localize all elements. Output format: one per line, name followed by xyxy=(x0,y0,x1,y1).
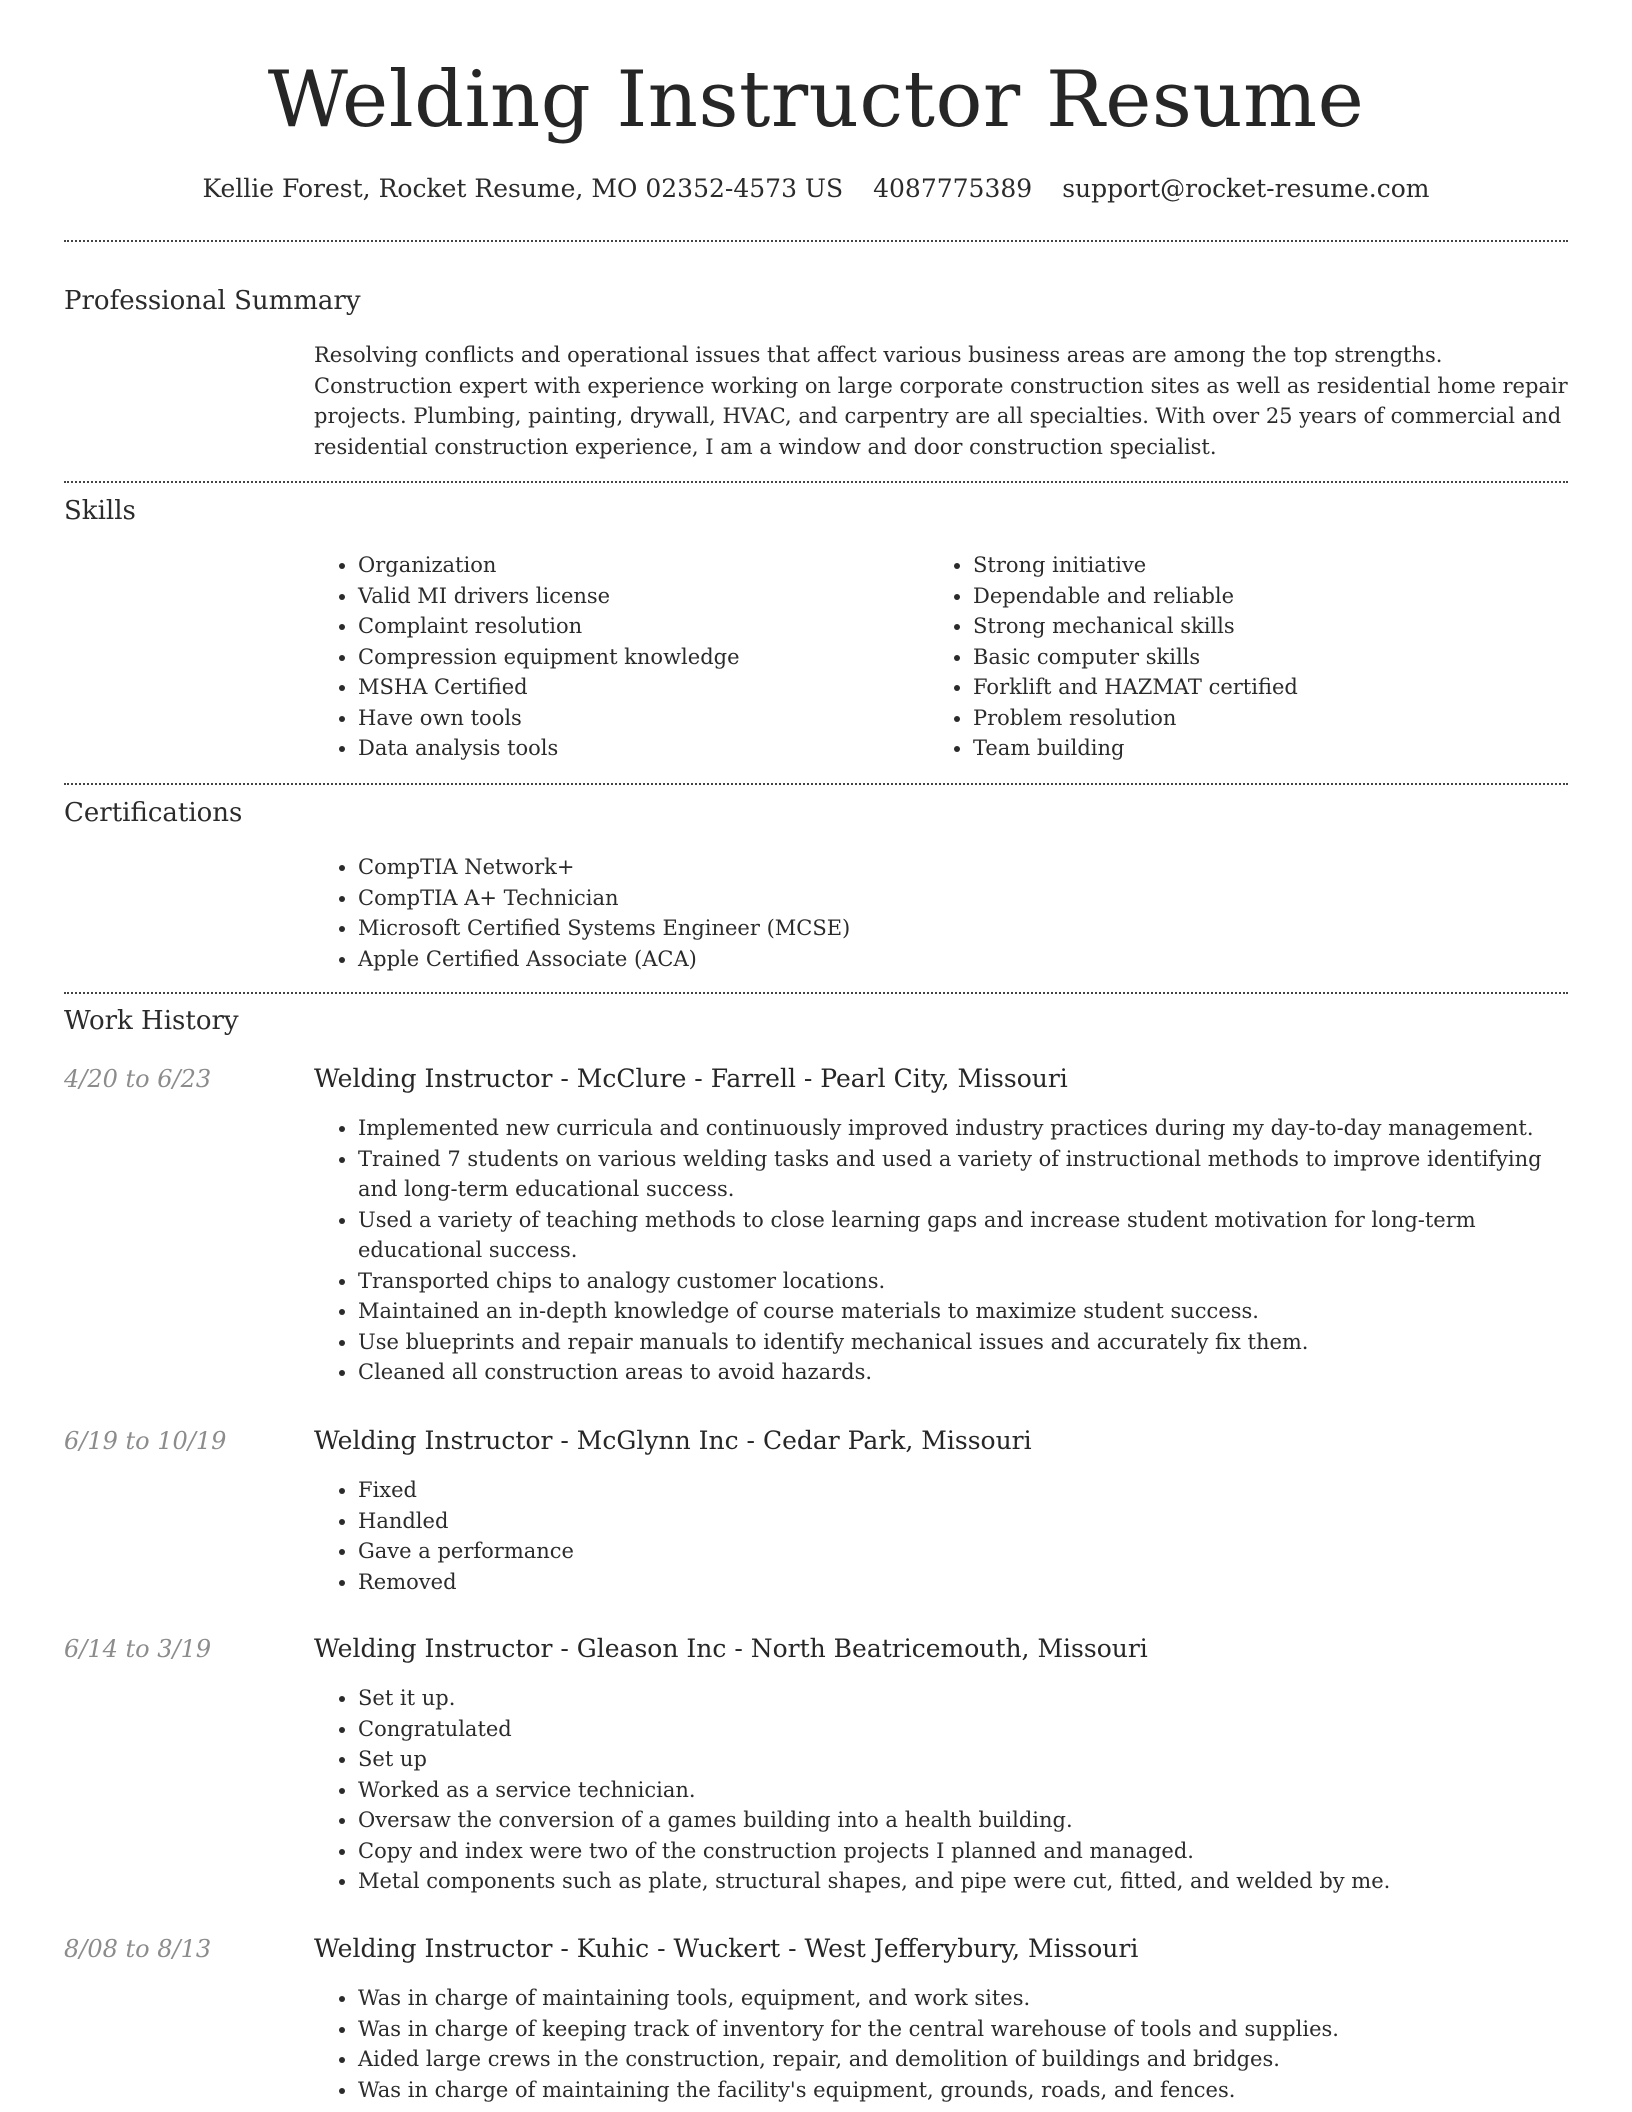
job-bullet: • Copy and index were two of the construction projects I planned and managed. xyxy=(358,1836,1572,1867)
job-bullet: • Set it up. xyxy=(358,1683,1572,1714)
job-bullet: • Handled xyxy=(358,1506,1572,1537)
job-bullet: • Removed xyxy=(358,1567,1572,1598)
job-bullet: • Used a variety of teaching methods to close learning gaps and increase student motivation for long-term educational success. xyxy=(358,1205,1572,1266)
job-bullet: • Transported chips to analogy customer locations. xyxy=(358,1266,1572,1297)
skills-list-left xyxy=(314,550,928,764)
job-bullet: • Was in charge of keeping track of inventory for the central warehouse of tools and supplies. xyxy=(358,2014,1572,2045)
section-divider xyxy=(64,992,1568,994)
certification-item: • Apple Certified Associate (ACA) xyxy=(358,944,1572,975)
job-bullet: • Cleaned all construction areas to avoid hazards. xyxy=(358,1357,1572,1388)
job-bullets xyxy=(314,1475,1572,1597)
skill-item: • Dependable and reliable xyxy=(973,581,1593,612)
certifications-list xyxy=(314,852,1572,974)
skill-item: • Problem resolution xyxy=(973,703,1593,734)
contact-line xyxy=(0,172,1632,206)
job-title: Welding Instructor - Kuhic - Wuckert - West Jefferybury, Missouri xyxy=(314,1934,1139,1963)
job-dates: 4/20 to 6/23 xyxy=(64,1065,212,1093)
work-history-heading: Work History xyxy=(64,1006,239,1036)
job-bullets xyxy=(314,1683,1572,1897)
job-bullet: • Congratulated xyxy=(358,1714,1572,1745)
job-bullet: • Use blueprints and repair manuals to identify mechanical issues and accurately fix them. xyxy=(358,1327,1572,1358)
skill-item: • Team building xyxy=(973,733,1593,764)
job-bullet: • Implemented new curricula and continuously improved industry practices during my day-to-day management. xyxy=(358,1113,1572,1144)
job-bullet: • Oversaw the conversion of a games building into a health building. xyxy=(358,1805,1572,1836)
job-bullet: • Was in charge of maintaining the facility's equipment, grounds, roads, and fences. xyxy=(358,2075,1572,2106)
job-bullet: • Was in charge of maintaining tools, equipment, and work sites. xyxy=(358,1983,1572,2014)
job-title: Welding Instructor - McGlynn Inc - Cedar Park, Missouri xyxy=(314,1426,1032,1455)
skill-item: • Strong mechanical skills xyxy=(973,611,1593,642)
job-bullets xyxy=(314,1983,1572,2105)
skill-item: • Organization xyxy=(358,550,928,581)
job-dates: 6/14 to 3/19 xyxy=(64,1635,212,1663)
job-bullet: • Gave a performance xyxy=(358,1536,1572,1567)
skill-item: • Strong initiative xyxy=(973,550,1593,581)
skill-item: • Valid MI drivers license xyxy=(358,581,928,612)
skill-item: • Compression equipment knowledge xyxy=(358,642,928,673)
section-divider xyxy=(64,481,1568,483)
job-dates: 6/19 to 10/19 xyxy=(64,1427,227,1455)
summary-heading: Professional Summary xyxy=(64,286,361,316)
job-bullet: • Trained 7 students on various welding tasks and used a variety of instructional methods to improve identifying and long-term educational success. xyxy=(358,1144,1572,1205)
job-bullet: • Fixed xyxy=(358,1475,1572,1506)
job-title: Welding Instructor - McClure - Farrell - Pearl City, Missouri xyxy=(314,1064,1068,1093)
certification-item: • CompTIA Network+ xyxy=(358,852,1572,883)
contact-phone: 4087775389 xyxy=(873,174,1033,203)
resume-title: Welding Instructor Resume xyxy=(267,55,1365,145)
contact-email[interactable]: support@rocket-resume.com xyxy=(1062,174,1430,203)
skill-item: • Forklift and HAZMAT certified xyxy=(973,672,1593,703)
job-bullet: • Worked as a service technician. xyxy=(358,1775,1572,1806)
summary-text: Resolving conflicts and operational issues that affect various business areas are among the top strengths. Construction expert with experience working on large corporate construction sites as well as residential home repair projects. Plumbing, painting, drywall, HVAC, and carpentry are all specialties. With over 25 years of commercial and residential construction experience, I am a window and door construction specialist. xyxy=(314,343,1568,459)
job-bullet: • Metal components such as plate, structural shapes, and pipe were cut, fitted, and welded by me. xyxy=(358,1866,1572,1897)
job-bullet: • Set up xyxy=(358,1744,1572,1775)
section-divider xyxy=(64,240,1568,242)
job-title: Welding Instructor - Gleason Inc - North Beatricemouth, Missouri xyxy=(314,1634,1148,1663)
job-bullet: • Maintained an in-depth knowledge of course materials to maximize student success. xyxy=(358,1296,1572,1327)
skills-heading: Skills xyxy=(64,496,136,526)
job-bullet: • Aided large crews in the construction, repair, and demolition of buildings and bridges. xyxy=(358,2044,1572,2075)
skill-item: • Basic computer skills xyxy=(973,642,1593,673)
job-bullets xyxy=(314,1113,1572,1388)
skill-item: • Data analysis tools xyxy=(358,733,928,764)
skill-item: • MSHA Certified xyxy=(358,672,928,703)
contact-address: Kellie Forest, Rocket Resume, MO 02352-4573 US xyxy=(202,174,844,203)
certifications-heading: Certifications xyxy=(64,798,243,828)
certification-item: • Microsoft Certified Systems Engineer (MCSE) xyxy=(358,913,1572,944)
skill-item: • Complaint resolution xyxy=(358,611,928,642)
section-divider xyxy=(64,783,1568,785)
skills-list-right xyxy=(929,550,1593,764)
job-dates: 8/08 to 8/13 xyxy=(64,1935,212,1963)
skill-item: • Have own tools xyxy=(358,703,928,734)
certification-item: • CompTIA A+ Technician xyxy=(358,883,1572,914)
